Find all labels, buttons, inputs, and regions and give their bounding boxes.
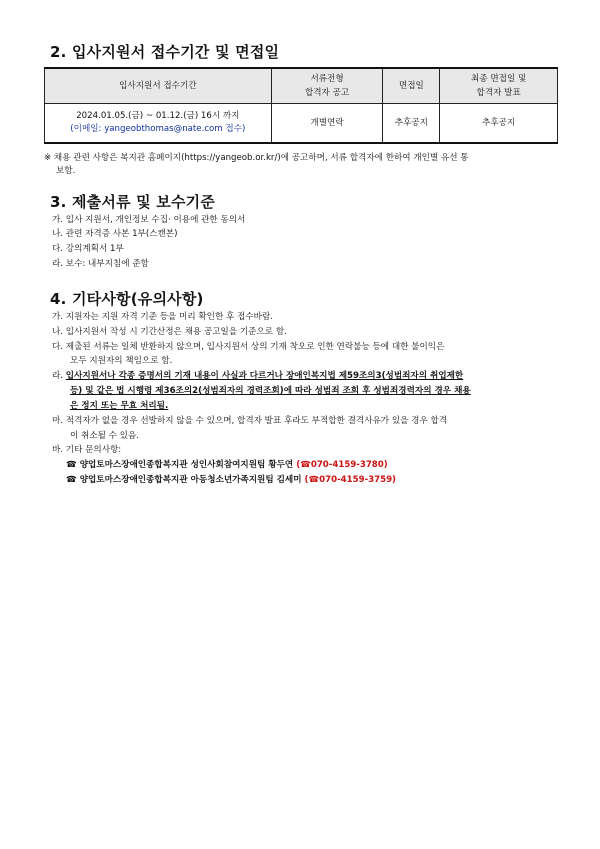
cell-document-result: 개별연락: [271, 104, 383, 144]
contact-line: [66, 459, 388, 471]
section2-note-line2: 보함.: [56, 166, 76, 176]
header-document-result: [271, 68, 383, 104]
section2-title: 2. 입사지원서 접수기간 및 면접일: [50, 43, 280, 61]
table-row: [45, 104, 558, 144]
header-final-result-line1: 최종 면접일 및: [471, 74, 527, 84]
ra-text-line2: 등) 및 같은 법 시행령 제36조의2(성범죄자의 경력조회)에 따라 성범죄 조회 후 성범죄경력자의 경우 채용: [70, 386, 471, 396]
contact-org: ☎ 양업토마스장애인종합복지관 아동청소년가족지원팀 김세미: [66, 475, 305, 485]
email-suffix: 접수): [222, 124, 246, 134]
ra-prefix: 라.: [52, 371, 66, 381]
list-item-continuation: 모두 지원자의 책임으로 함.: [70, 356, 173, 366]
header-document-result-line2: 합격자 공고: [304, 88, 350, 98]
header-interview-date: 면접일: [383, 68, 440, 104]
list-item: 다. 강의계획서 1부: [52, 244, 124, 254]
header-final-result-line2: 합격자 발표: [476, 88, 521, 98]
cell-final-result: 추후공지: [440, 104, 558, 144]
schedule-table: [44, 67, 558, 144]
section4-title: 4. 기타사항(유의사항): [50, 290, 204, 308]
header-application-period: 입사지원서 접수기간: [45, 68, 272, 104]
section2-note-line1: ※ 채용 관련 사항은 복지관 홈페이지(https://yangeob.or.kr/)에 공고하며, 서류 합격자에 한하여 개인별 유선 통: [44, 153, 469, 163]
email-address: yangeobthomas@nate.com: [104, 124, 223, 134]
list-item: 나. 입사지원서 작성 시 기간산정은 채용 공고일을 기준으로 함.: [52, 327, 287, 337]
ra-text-line3: 은 정지 또는 무효 처리됨.: [70, 401, 169, 411]
list-item: 가. 입사 지원서, 개인정보 수집· 이용에 관한 동의서: [52, 215, 246, 225]
header-document-result-line1: 서류전형: [310, 74, 344, 84]
contact-phone: (☎070-4159-3780): [296, 460, 388, 470]
cell-interview-date: 추후공지: [383, 104, 440, 144]
list-item: 바. 기타 문의사항:: [52, 445, 122, 455]
period-text: 2024.01.05.(금) ~ 01.12.(금) 16시 까지: [76, 111, 240, 121]
ra-text-line1: 입사지원서나 각종 증명서의 기재 내용이 사실과 다르거나 장애인복지법 제59조의3(성범죄자의 취업제한: [65, 371, 464, 381]
list-item: 가. 지원자는 지원 자격 기준 등을 미리 확인한 후 접수바람.: [52, 312, 273, 322]
list-item: 다. 제출된 서류는 일체 반환하지 않으며, 입사지원서 상의 기재 착오로 인한 연락불능 등에 대한 불이익은: [52, 342, 445, 352]
contact-line: [66, 474, 396, 486]
contact-phone: (☎070-4159-3759): [304, 475, 396, 485]
contact-org: ☎ 양업토마스장애인종합복지관 성인사회참여지원팀 황두연: [66, 460, 297, 470]
list-item: 마. 적격자가 없을 경우 선발하지 않을 수 있으며, 합격자 발표 후라도 부적합한 결격사유가 있을 경우 합격: [52, 416, 448, 426]
list-item-important: [52, 370, 463, 382]
section3-title: 3. 제출서류 및 보수기준: [50, 193, 216, 211]
header-final-result: [440, 68, 558, 104]
cell-application-period: [45, 104, 272, 144]
email-line: [45, 123, 271, 136]
list-item: 라. 보수: 내부지침에 준함: [52, 259, 149, 269]
email-prefix: (이메일:: [70, 124, 105, 134]
list-item: 나. 관련 자격증 사본 1부(스캔본): [52, 229, 178, 239]
table-header-row: [45, 68, 558, 104]
list-item-continuation: 이 취소될 수 있음.: [70, 431, 140, 441]
